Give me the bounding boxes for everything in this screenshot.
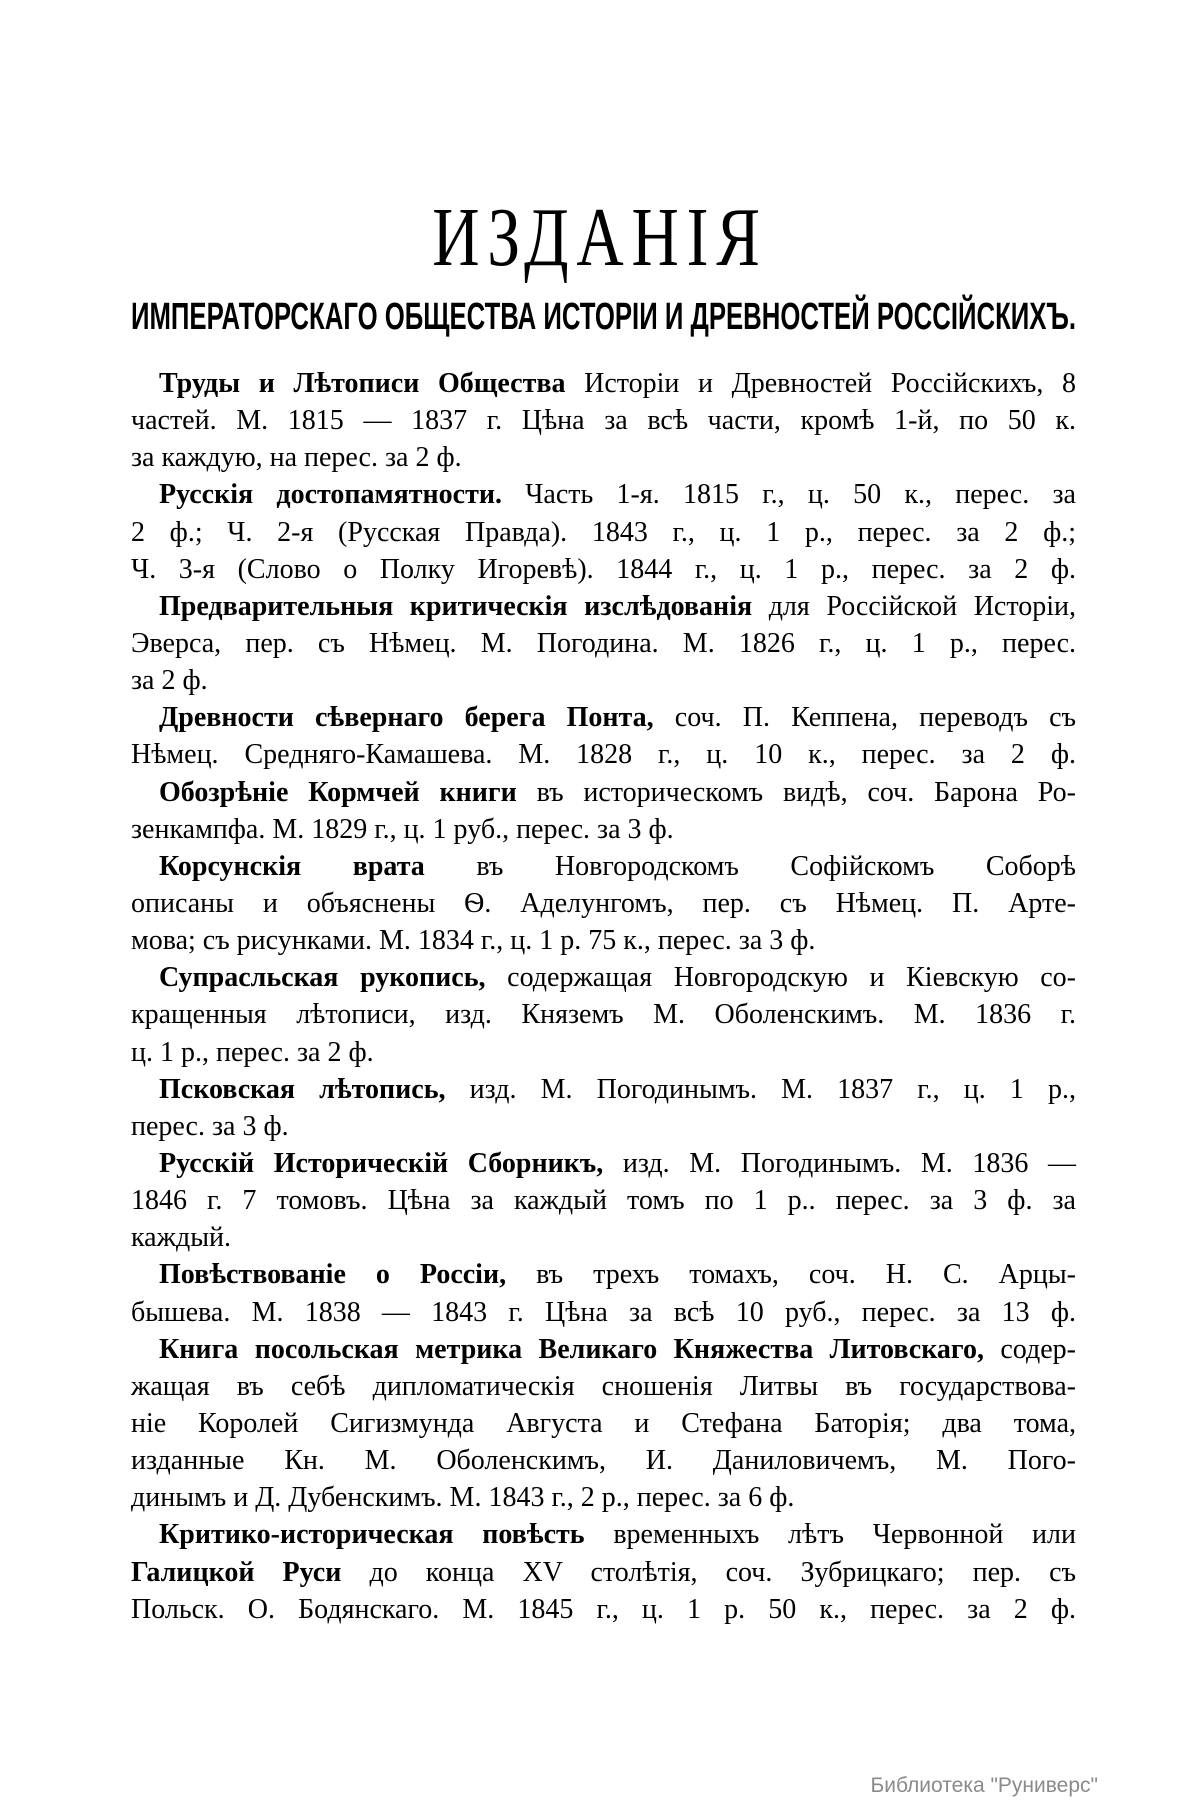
entry-title: Русскія достопамятности. (159, 479, 502, 511)
entry-text: Эверса, пер. съ Нѣмец. М. Погодина. М. 1826 г., ц. 1 р., перес. (131, 627, 1076, 659)
entry-line (131, 1516, 1076, 1553)
entry-line (131, 1368, 1076, 1405)
entry-line (131, 922, 1076, 959)
entry-line (131, 476, 1076, 513)
entry-text: Часть 1-я. 1815 г., ц. 50 к., перес. за (501, 479, 1076, 511)
entry-line (131, 848, 1076, 885)
entry-title: Предварительныя критическія изслѣдованія (159, 590, 753, 622)
entry-title: Древности сѣвернаго берега Понта, (159, 702, 654, 734)
entry-title: Критико-историческая повѣсть (159, 1519, 585, 1551)
entry-line (131, 551, 1076, 588)
entry-text: соч. П. Кеппена, переводъ съ (653, 702, 1076, 734)
entry-text: описаны и объяснены Ѳ. Аделунгомъ, пер. съ Нѣмец. П. Арте- (131, 887, 1076, 919)
publication-entry (131, 848, 1076, 959)
entry-title: Повѣствованіе о Россіи, (159, 1259, 507, 1291)
entry-text: Польск. О. Бодянскаго. М. 1845 г., ц. 1 р. 50 к., перес. за 2 ф. (131, 1593, 1076, 1625)
entry-line (131, 1108, 1076, 1145)
entry-text: зенкампфа. М. 1829 г., ц. 1 руб., перес. за 3 ф. (131, 813, 674, 845)
publication-entry (131, 1256, 1076, 1330)
entry-text: динымъ и Д. Дубенскимъ. М. 1843 г., 2 р., перес. за 6 ф. (131, 1482, 795, 1514)
entry-line (131, 699, 1076, 736)
publication-entry (131, 365, 1076, 476)
library-watermark: Библиотека "Руниверс" (870, 1774, 1098, 1797)
entry-text: 1846 г. 7 томовъ. Цѣна за каждый томъ по 1 р.. перес. за 3 ф. за (131, 1185, 1076, 1217)
entry-line (131, 1145, 1076, 1182)
entry-title: Книга посольская метрика Великаго Княжества Литовскаго, (159, 1333, 984, 1365)
entry-line (131, 588, 1076, 625)
publication-entry (131, 1516, 1076, 1627)
entry-line (131, 514, 1076, 551)
entry-text: Нѣмец. Средняго-Камашева. М. 1828 г., ц. 10 к., перес. за 2 ф. (131, 739, 1076, 771)
entry-text: изд. М. Погодинымъ. М. 1836 — (603, 1147, 1076, 1179)
publication-entry (131, 1145, 1076, 1256)
entry-text: содер- (983, 1333, 1076, 1365)
entry-title: Галицкой Руси (131, 1556, 342, 1588)
entry-text: ц. 1 р., перес. за 2 ф. (131, 1036, 374, 1068)
entry-line (131, 439, 1076, 476)
publication-entry (131, 774, 1076, 848)
entry-text: изд. М. Погодинымъ. М. 1837 г., ц. 1 р., (445, 1073, 1076, 1105)
entry-line (131, 1294, 1076, 1331)
entry-text: для Россійской Исторіи, (752, 590, 1076, 622)
entry-line (131, 1256, 1076, 1293)
entry-line (131, 1554, 1076, 1591)
entry-line (131, 1331, 1076, 1368)
entry-line (131, 1071, 1076, 1108)
entry-title: Псковская лѣтопись, (159, 1073, 446, 1105)
entry-text: кращенныя лѣтописи, изд. Княземъ М. Оболенскимъ. М. 1836 г. (131, 999, 1076, 1031)
subtitle-container (131, 296, 1076, 338)
entry-text: ніе Королей Сигизмунда Августа и Стефана Баторія; два тома, (131, 1407, 1076, 1439)
publication-entry (131, 959, 1076, 1070)
publication-entry (131, 1071, 1076, 1145)
entry-title: Обозрѣніе Кормчей книги (159, 776, 517, 808)
entry-title: Русскій Историческій Сборникъ, (159, 1147, 604, 1179)
entry-title: Труды и Лѣтописи Общества (159, 368, 566, 399)
entry-text: каждый. (131, 1222, 231, 1254)
page-title: ИЗДАНІЯ (432, 191, 768, 284)
entry-line (131, 402, 1076, 439)
entry-text: въ трехъ томахъ, соч. Н. С. Арцы- (506, 1259, 1076, 1291)
entry-text: частей. М. 1815 — 1837 г. Цѣна за всѣ части, кромѣ 1-й, по 50 к. (131, 405, 1076, 437)
entry-title: Супрасльская рукопись, (159, 962, 486, 994)
entry-line (131, 1219, 1076, 1256)
entry-line (131, 365, 1076, 402)
entry-text: временныхъ лѣтъ Червонной или (584, 1519, 1076, 1551)
entry-text: жащая въ себѣ дипломатическія сношенія Литвы въ государствова- (131, 1370, 1076, 1402)
entry-text: мова; съ рисунками. М. 1834 г., ц. 1 р. 75 к., перес. за 3 ф. (131, 925, 816, 957)
entry-text: въ историческомъ видѣ, соч. Барона Ро- (516, 776, 1076, 808)
entry-text: за 2 ф. (131, 665, 208, 697)
entry-text: бышева. М. 1838 — 1843 г. Цѣна за всѣ 10 руб., перес. за 13 ф. (131, 1296, 1076, 1328)
entry-text: до конца XV столѣтія, соч. Зубрицкаго; пер. съ (341, 1556, 1077, 1588)
entry-text: Ч. 3-я (Слово о Полку Игоревѣ). 1844 г., ц. 1 р., перес. за 2 ф. (131, 553, 1076, 585)
publication-entry (131, 476, 1076, 587)
publication-entry (131, 1331, 1076, 1517)
entry-line (131, 1591, 1076, 1628)
entry-line (131, 1182, 1076, 1219)
entry-text: за каждую, на перес. за 2 ф. (131, 442, 462, 474)
publication-entry (131, 588, 1076, 699)
entry-text: въ Новгородскомъ Софійскомъ Соборѣ (424, 850, 1076, 882)
entry-line (131, 1034, 1076, 1071)
page-subtitle: ИМПЕРАТОРСКАГО ОБЩЕСТВА ИСТОРІИ И ДРЕВНОСТЕЙ РОССІЙСКИХЪ. (131, 296, 1076, 338)
entry-line (131, 1442, 1076, 1479)
entry-line (131, 996, 1076, 1033)
entry-line (131, 811, 1076, 848)
entry-line (131, 662, 1076, 699)
entry-text: Исторіи и Древностей Россійскихъ, 8 (565, 368, 1077, 399)
entry-title: Корсунскія врата (159, 850, 425, 882)
entry-line (131, 1479, 1076, 1516)
entry-line (131, 1405, 1076, 1442)
entry-text: содержащая Новгородскую и Кіевскую со- (485, 962, 1076, 994)
entry-line (131, 736, 1076, 773)
publication-entry (131, 699, 1076, 773)
entry-text: изданные Кн. М. Оболенскимъ, И. Даниловичемъ, М. Пого- (131, 1445, 1076, 1477)
publications-list (131, 365, 1076, 1628)
entry-text: перес. за 3 ф. (131, 1110, 289, 1142)
entry-line (131, 774, 1076, 811)
entry-line (131, 959, 1076, 996)
entry-line (131, 885, 1076, 922)
entry-text: 2 ф.; Ч. 2-я (Русская Правда). 1843 г., ц. 1 р., перес. за 2 ф.; (131, 516, 1076, 548)
entry-line (131, 625, 1076, 662)
